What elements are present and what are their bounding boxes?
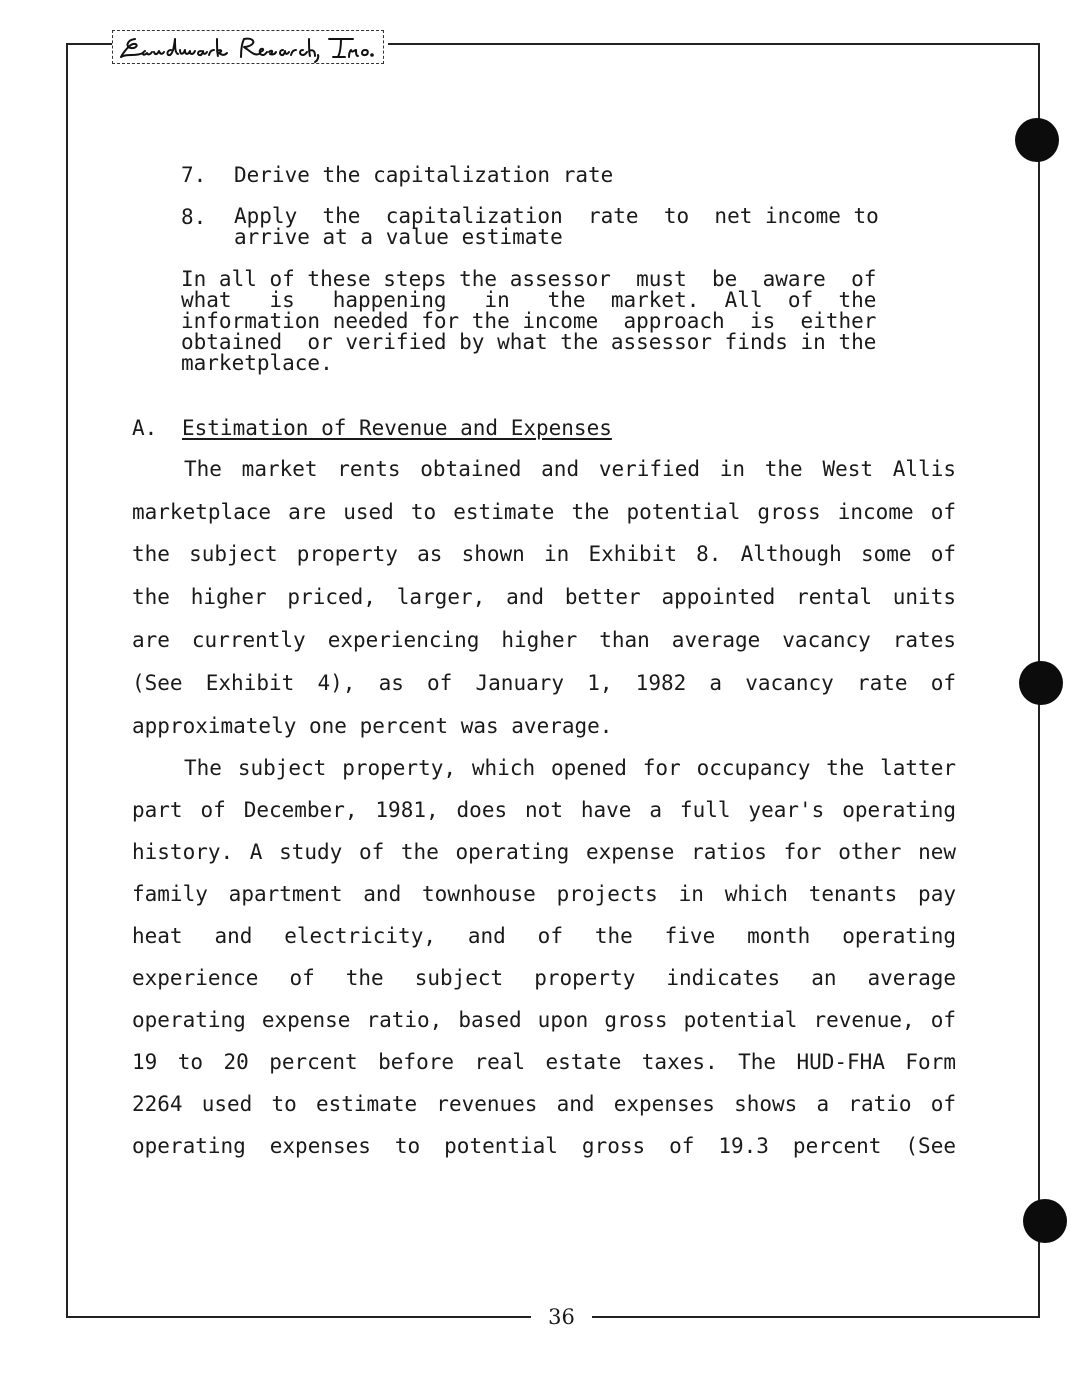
paragraph-line: (See Exhibit 4), as of January 1, 1982 a vacancy rate of — [132, 671, 956, 695]
paragraph-line: The subject property, which opened for occupancy the latter — [184, 756, 956, 780]
intro-line: information needed for the income approach is either — [181, 309, 877, 333]
frame-top-right — [388, 43, 1040, 45]
paragraph-line: operating expense ratio, based upon gross potential revenue, of — [132, 1008, 956, 1032]
section-heading: Estimation of Revenue and Expenses — [182, 416, 612, 440]
company-logo — [112, 30, 384, 64]
punch-hole — [1015, 118, 1059, 162]
intro-line: marketplace. — [181, 351, 333, 375]
paragraph-line: The market rents obtained and verified in the West Allis — [184, 457, 956, 481]
paragraph-line: heat and electricity, and of the five month operating — [132, 924, 956, 948]
paragraph-line: operating expenses to potential gross of 19.3 percent (See — [132, 1134, 956, 1158]
punch-hole — [1023, 1199, 1067, 1243]
paragraph-line: family apartment and townhouse projects in which tenants pay — [132, 882, 956, 906]
page-number: 36 — [548, 1305, 575, 1329]
step-number: 8. — [181, 205, 207, 229]
punch-hole — [1019, 661, 1063, 705]
intro-line: obtained or verified by what the assessor finds in the — [181, 330, 877, 354]
paragraph-line: approximately one percent was average. — [132, 714, 613, 738]
step-number: 7. — [181, 163, 207, 187]
paragraph-line: part of December, 1981, does not have a full year's operating — [132, 798, 956, 822]
frame-left — [66, 43, 68, 1317]
paragraph-line: the subject property as shown in Exhibit 8. Although some of — [132, 542, 956, 566]
step-text: Derive the capitalization rate — [234, 163, 614, 187]
step-text-line: Apply the capitalization rate to net income to — [234, 204, 879, 228]
frame-top-left — [66, 43, 112, 45]
paragraph-line: marketplace are used to estimate the potential gross income of — [132, 500, 956, 524]
paragraph-line: are currently experiencing higher than average vacancy rates — [132, 628, 956, 652]
section-letter: A. — [132, 416, 158, 440]
intro-line: In all of these steps the assessor must be aware of — [181, 267, 877, 291]
step-text-line: arrive at a value estimate — [234, 225, 563, 249]
paragraph-line: experience of the subject property indicates an average — [132, 966, 956, 990]
frame-bottom-right — [592, 1316, 1040, 1318]
paragraph-line: 2264 used to estimate revenues and expenses shows a ratio of — [132, 1092, 956, 1116]
signature-logo-icon — [113, 31, 385, 65]
paragraph-line: 19 to 20 percent before real estate taxes. The HUD-FHA Form — [132, 1050, 956, 1074]
paragraph-line: history. A study of the operating expense ratios for other new — [132, 840, 956, 864]
intro-line: what is happening in the market. All of the — [181, 288, 877, 312]
frame-bottom-left — [66, 1316, 531, 1318]
paragraph-line: the higher priced, larger, and better appointed rental units — [132, 585, 956, 609]
